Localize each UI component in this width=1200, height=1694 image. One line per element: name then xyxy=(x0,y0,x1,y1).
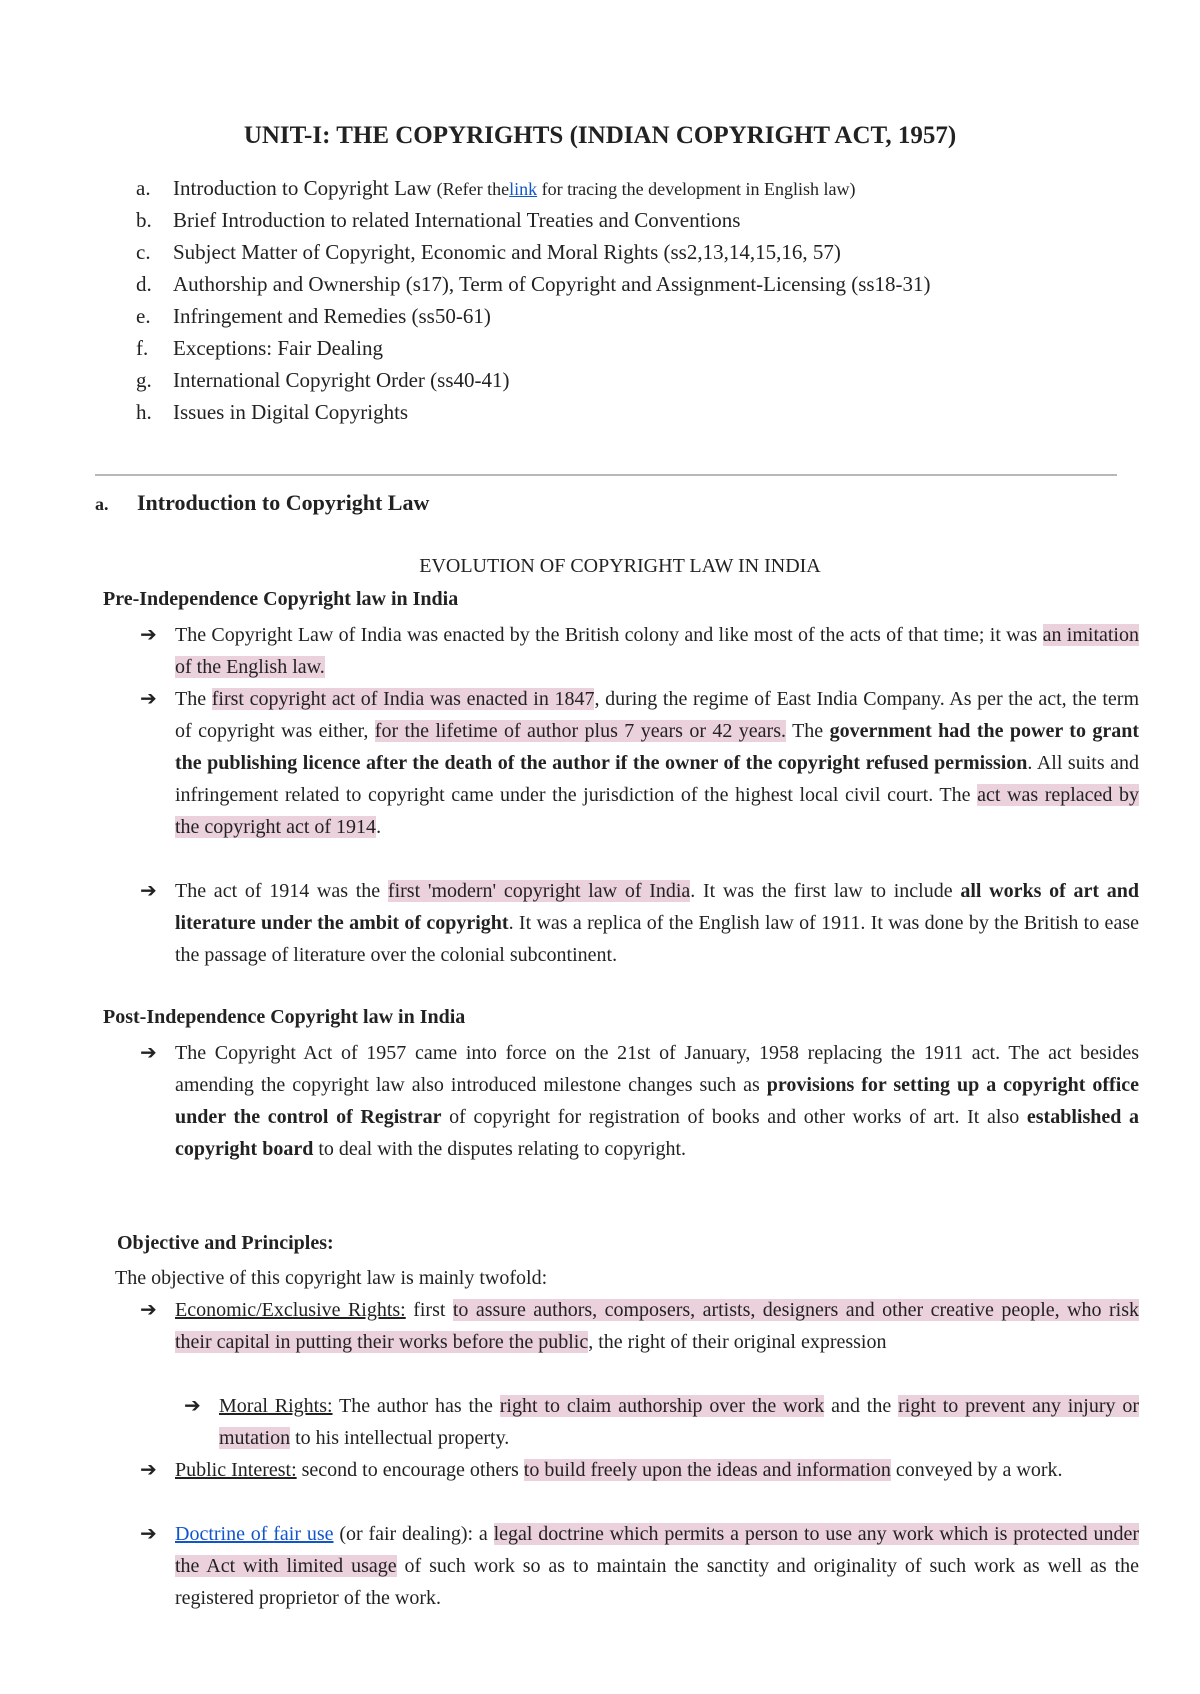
toc-item xyxy=(136,204,931,236)
text-run: to his intellectual property. xyxy=(290,1427,510,1449)
text-run: . All suits and infringement related to copyright came under the jurisdiction of the highest local civil court. The xyxy=(175,752,1140,806)
text-run: first xyxy=(405,1299,453,1321)
highlight-run: first 'modern' copyright law of India xyxy=(387,880,691,902)
bold-run: government had the power to grant the publishing licence after the death of the author if the owner of the copyright refused permission xyxy=(175,720,1140,774)
text-run: , during the regime of East India Company. As per the act, the term of copyright was either, xyxy=(175,688,1140,742)
toc-item xyxy=(136,364,931,396)
text-run: . xyxy=(376,816,382,838)
toc-item xyxy=(136,172,931,204)
text-run: The Copyright Act of 1957 came into force on the 21st of January, 1958 replacing the 1911 act. The act besides amending the copyright law also introduced milestone changes such as xyxy=(175,1042,1139,1096)
toc-text: Subject Matter of Copyright, Economic and Moral Rights (ss2,13,14,15,16, 57) xyxy=(173,240,841,264)
bold-run: established a copyright board xyxy=(175,1106,1140,1160)
toc-text: Infringement and Remedies (ss50-61) xyxy=(173,304,491,328)
text-run: . It was a replica of the English law of 1911. It was done by the British to ease the passage of literature over the colonial subcontinent. xyxy=(175,912,1139,966)
toc-note xyxy=(437,179,856,199)
text-run: (or fair dealing): a xyxy=(333,1523,494,1545)
arrow-bullet-icon: ➔ xyxy=(140,1299,157,1321)
toc-text: Authorship and Ownership (s17), Term of Copyright and Assignment-Licensing (ss18-31) xyxy=(173,272,931,296)
objective-intro: The objective of this copyright law is mainly twofold: xyxy=(115,1267,548,1289)
arrow-bullet-icon: ➔ xyxy=(140,880,157,902)
highlight-run: for the lifetime of author plus 7 years or 42 years. xyxy=(374,720,787,742)
objective-heading: Objective and Principles: xyxy=(117,1232,334,1254)
public-interest-bullet xyxy=(175,1454,1139,1486)
pre-bullet-3 xyxy=(175,875,1139,971)
text-run: second to encourage others xyxy=(296,1459,524,1481)
moral-rights-bullet xyxy=(219,1390,1139,1454)
arrow-bullet-icon: ➔ xyxy=(140,688,157,710)
underlined-term: Moral Rights: xyxy=(219,1395,333,1417)
toc-note-pre: (Refer the xyxy=(436,179,510,199)
toc-item xyxy=(136,268,931,300)
text-run: The act of 1914 was the xyxy=(175,880,388,902)
toc-text: Brief Introduction to related International Treaties and Conventions xyxy=(173,208,741,232)
toc-marker: e. xyxy=(136,304,151,328)
toc-text: Exceptions: Fair Dealing xyxy=(173,336,383,360)
section-title: Introduction to Copyright Law xyxy=(137,490,430,515)
highlight-run: act was replaced by the copyright act of 1914 xyxy=(175,784,1140,838)
text-run: of such work so as to maintain the sanctity and originality of such work as well as the registered proprietor of the work. xyxy=(175,1555,1139,1609)
text-run: . It was the first law to include xyxy=(690,880,961,902)
text-run: , the right of their original expression xyxy=(588,1331,887,1353)
highlight-run: right to claim authorship over the work xyxy=(499,1395,825,1417)
toc-marker: b. xyxy=(136,208,152,232)
toc-marker: h. xyxy=(136,400,152,424)
economic-rights-bullet xyxy=(175,1294,1139,1358)
pre-bullet-2 xyxy=(175,683,1139,843)
text-run: and the xyxy=(824,1395,899,1417)
toc-item xyxy=(136,332,931,364)
text-run: The Copyright Law of India was enacted by the British colony and like most of the acts of that time; it was xyxy=(175,624,1043,646)
text-run: of copyright for registration of books and other works of art. It also xyxy=(441,1106,1027,1128)
toc-marker: a. xyxy=(136,176,151,200)
unit-contents-list xyxy=(136,172,931,428)
toc-marker: f. xyxy=(136,336,149,360)
section-marker: a. xyxy=(95,494,109,514)
section-heading xyxy=(95,490,429,516)
english-law-link[interactable]: link xyxy=(509,179,538,199)
toc-text: International Copyright Order (ss40-41) xyxy=(173,368,510,392)
post-bullet-1 xyxy=(175,1037,1139,1165)
evolution-heading: EVOLUTION OF COPYRIGHT LAW IN INDIA xyxy=(419,555,821,577)
pre-bullet-1 xyxy=(175,619,1139,683)
doctrine-of-fair-use-link[interactable]: Doctrine of fair use xyxy=(175,1523,334,1545)
highlight-run: first copyright act of India was enacted in 1847 xyxy=(211,688,595,710)
toc-item xyxy=(136,300,931,332)
highlight-run: to build freely upon the ideas and information xyxy=(523,1459,891,1481)
highlight-run: right to prevent any injury or mutation xyxy=(219,1395,1140,1449)
highlight-run: an imitation of the English law. xyxy=(175,624,1139,678)
arrow-bullet-icon: ➔ xyxy=(140,624,157,646)
text-run: The author has the xyxy=(332,1395,500,1417)
toc-item xyxy=(136,396,931,428)
post-independence-heading: Post-Independence Copyright law in India xyxy=(103,1006,466,1028)
highlight-run: to assure authors, composers, artists, designers and other creative people, who risk their capital in putting their works before the public xyxy=(175,1299,1139,1353)
text-run: to deal with the disputes relating to copyright. xyxy=(313,1138,687,1160)
toc-marker: c. xyxy=(136,240,151,264)
text-run: The xyxy=(786,720,830,742)
fair-use-bullet xyxy=(175,1518,1139,1614)
highlight-run: legal doctrine which permits a person to use any work which is protected under the Act with limited usage xyxy=(175,1523,1139,1577)
page-title: UNIT-I: THE COPYRIGHTS (INDIAN COPYRIGHT ACT, 1957) xyxy=(243,122,957,149)
text-run: The xyxy=(175,688,212,710)
toc-note-post: for tracing the development in English law) xyxy=(541,179,856,199)
underlined-term: Economic/Exclusive Rights: xyxy=(175,1299,406,1321)
arrow-bullet-icon: ➔ xyxy=(184,1395,201,1417)
toc-text: Introduction to Copyright Law xyxy=(173,176,432,200)
bold-run: provisions for setting up a copyright office under the control of Registrar xyxy=(175,1074,1139,1128)
toc-text: Issues in Digital Copyrights xyxy=(173,400,409,424)
arrow-bullet-icon: ➔ xyxy=(140,1523,157,1545)
pre-independence-heading: Pre-Independence Copyright law in India xyxy=(103,588,459,610)
bold-run: all works of art and literature under the ambit of copyright xyxy=(175,880,1139,934)
text-run: conveyed by a work. xyxy=(890,1459,1063,1481)
horizontal-divider xyxy=(95,474,1117,476)
toc-marker: d. xyxy=(136,272,152,296)
arrow-bullet-icon: ➔ xyxy=(140,1042,157,1064)
toc-marker: g. xyxy=(136,368,152,392)
underlined-term: Public Interest: xyxy=(175,1459,297,1481)
toc-item xyxy=(136,236,931,268)
arrow-bullet-icon: ➔ xyxy=(140,1459,157,1481)
